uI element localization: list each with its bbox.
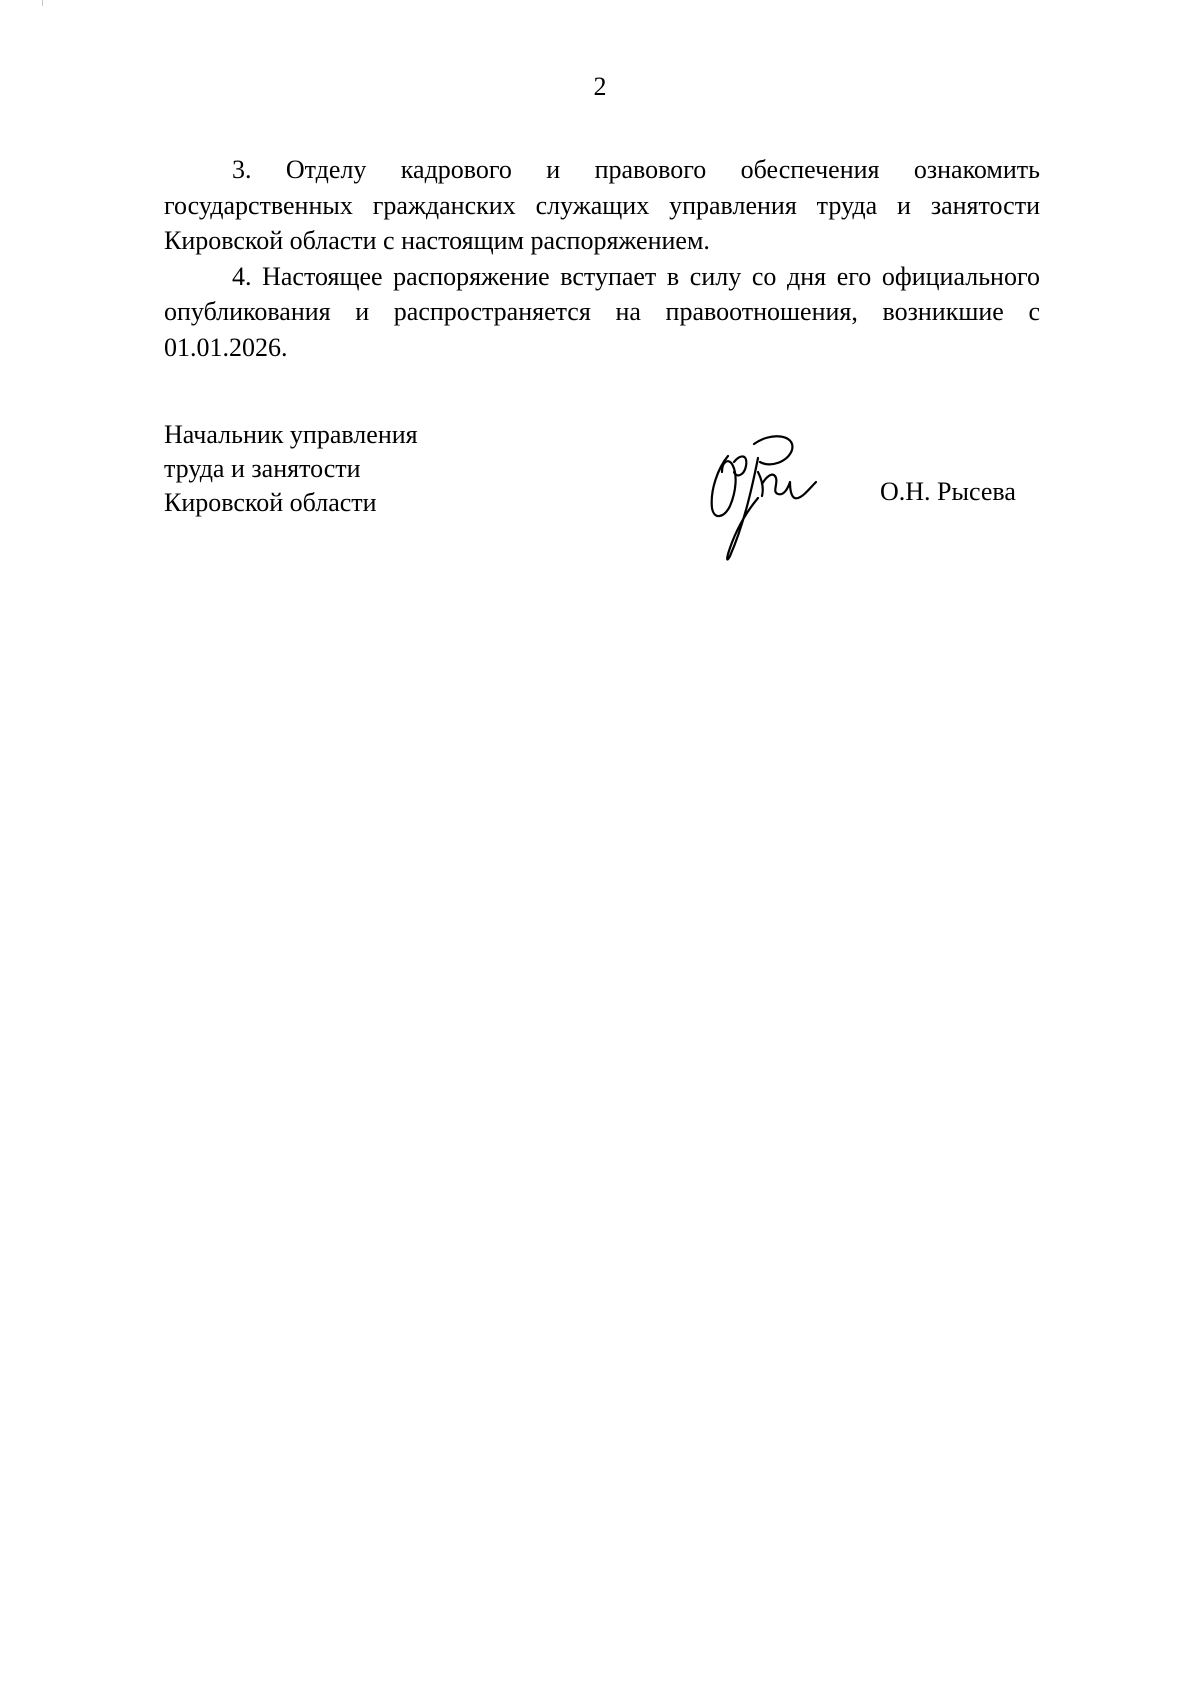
- paragraph-4: 4. Настоящее распоряжение вступает в силу со дня его официального опубликования и распространяется на правоотношения, возникшие с 01.01.2026.: [164, 261, 1040, 362]
- paragraph-3: 3. Отделу кадрового и правового обеспечения ознакомить государственных гражданских служащих управления труда и занятости Кировской области с настоящим распоряжением.: [164, 155, 1040, 255]
- signatory-position: [164, 418, 418, 520]
- handwritten-signature: [700, 428, 820, 564]
- signatory-position-line: труда и занятости: [164, 454, 361, 483]
- signer-name: О.Н. Рысева: [880, 477, 1016, 506]
- scan-mark: [42, 0, 43, 6]
- signatory-position-line: Кировской области: [164, 488, 377, 517]
- document-body: [164, 152, 1040, 365]
- signatory-position-line: Начальник управления: [164, 420, 418, 449]
- page-number: 2: [593, 72, 607, 101]
